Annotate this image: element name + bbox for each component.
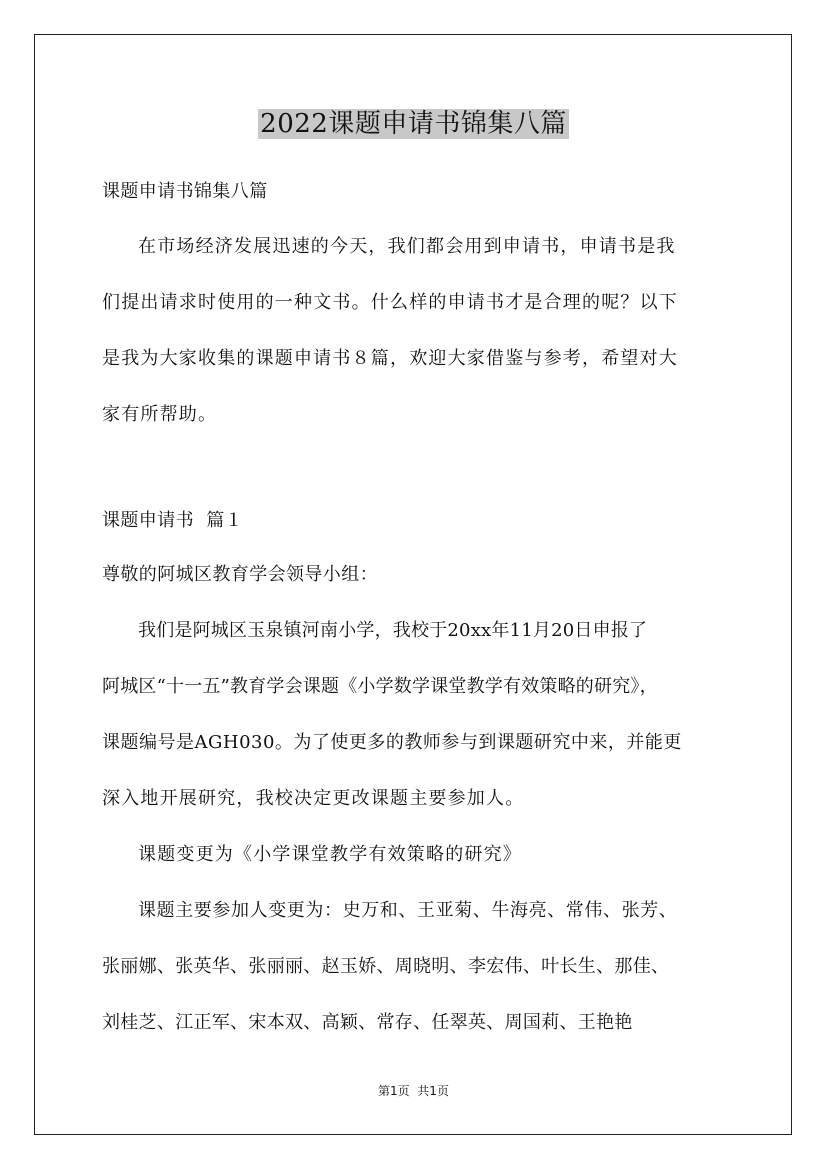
salutation: 尊敬的阿城区教育学会领导小组： bbox=[102, 564, 378, 585]
document-title-text: 2022课题申请书锦集八篇 bbox=[260, 109, 567, 139]
body-line: 我们是阿城区玉泉镇河南小学，我校于20xx年11月20日申报了 bbox=[138, 620, 648, 641]
intro-line: 在市场经济发展迅速的今天，我们都会用到申请书，申请书是我 bbox=[138, 236, 676, 257]
participants-line: 课题主要参加人变更为：史万和、王亚菊、牛海亮、常伟、张芳、 bbox=[138, 900, 678, 921]
body-paragraph bbox=[102, 603, 734, 827]
section-heading: 课题申请书 篇１ bbox=[102, 510, 244, 531]
participants-paragraph bbox=[102, 883, 734, 1051]
participants-line: 刘桂芝、江正军、宋本双、高颖、常存、任翠英、周国莉、王艳艳 bbox=[102, 1012, 633, 1033]
document-body bbox=[102, 172, 734, 1051]
paragraph-gap bbox=[102, 443, 734, 501]
change-title: 课题变更为《小学课堂教学有效策略的研究》 bbox=[138, 844, 522, 865]
change-paragraph bbox=[102, 827, 734, 883]
body-line: 课题编号是AGH030。为了使更多的教师参与到课题研究中来，并能更 bbox=[102, 732, 682, 753]
intro-paragraph bbox=[102, 219, 734, 443]
document-title bbox=[0, 104, 827, 144]
intro-line: 们提出请求时使用的一种文书。什么样的申请书才是合理的呢？以下 bbox=[102, 292, 678, 313]
body-line: 阿城区“十一五”教育学会课题《小学数学课堂教学有效策略的研究》， bbox=[102, 676, 658, 697]
intro-line: 是我为大家收集的课题申请书８篇，欢迎大家借鉴与参考，希望对大 bbox=[102, 348, 678, 369]
page-footer: 第1页 共1页 bbox=[378, 1084, 449, 1098]
intro-line: 家有所帮助。 bbox=[102, 404, 218, 425]
document-subtitle: 课题申请书锦集八篇 bbox=[102, 181, 268, 202]
body-line: 深入地开展研究，我校决定更改课题主要参加人。 bbox=[102, 788, 525, 809]
participants-line: 张丽娜、张英华、张丽丽、赵玉娇、周晓明、李宏伟、叶长生、那佳、 bbox=[102, 956, 670, 977]
